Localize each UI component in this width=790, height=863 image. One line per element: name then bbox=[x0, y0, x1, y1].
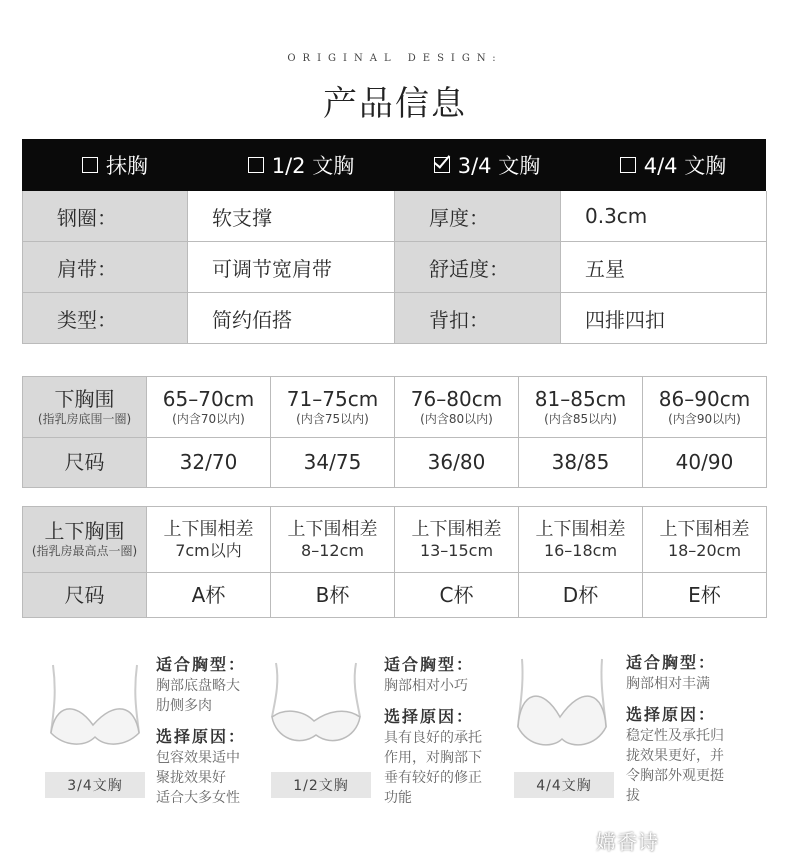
size-value: 38/85 bbox=[551, 450, 610, 474]
bustdiff-line1: 上下围相差 bbox=[287, 518, 378, 540]
underbust-range: 65–70cm bbox=[162, 386, 255, 411]
info-grid bbox=[22, 191, 766, 344]
style-description bbox=[626, 652, 736, 806]
info-value-comfort: 五星 bbox=[561, 242, 767, 293]
size-label: 尺码 bbox=[64, 450, 105, 474]
underbust-note: (内含80以内) bbox=[420, 411, 493, 426]
bustdiff-line1: 上下围相差 bbox=[411, 518, 502, 540]
reason-text: 适合大多女性 bbox=[156, 790, 240, 806]
half-cup-bra-illustration bbox=[266, 655, 366, 755]
underbust-range: 81–85cm bbox=[534, 386, 627, 411]
reason-text: 垂有较好的修正 bbox=[384, 770, 482, 786]
reason-text: 拢效果更好，并 bbox=[626, 748, 724, 764]
three-quarter-bra-illustration bbox=[45, 655, 145, 755]
cup-value: D杯 bbox=[562, 582, 599, 607]
checkbox-icon bbox=[248, 157, 264, 173]
bustdiff-header bbox=[23, 507, 147, 573]
underbust-header bbox=[23, 377, 147, 438]
style-description bbox=[384, 654, 494, 808]
info-key-wire: 钢圈： bbox=[23, 191, 188, 242]
product-info-table bbox=[22, 139, 766, 344]
bustdiff-line2: 16–18cm bbox=[543, 540, 618, 560]
fit-text: 胸部底盘略大 bbox=[156, 678, 240, 694]
cup-value: A杯 bbox=[191, 582, 226, 607]
reason-text: 拔 bbox=[626, 788, 640, 804]
underbust-range-cell bbox=[519, 377, 643, 438]
info-value-type: 简约佰搭 bbox=[188, 293, 395, 344]
size-label-cell bbox=[23, 438, 147, 488]
underbust-range: 76–80cm bbox=[410, 386, 503, 411]
fit-text: 胸部相对丰满 bbox=[626, 676, 710, 692]
cup-cell bbox=[643, 573, 767, 618]
cup-option-full[interactable] bbox=[580, 139, 766, 191]
bustdiff-cell bbox=[519, 507, 643, 573]
underbust-range-cell bbox=[147, 377, 271, 438]
bustdiff-line2: 8–12cm bbox=[301, 540, 364, 560]
cup-cell bbox=[395, 573, 519, 618]
underbust-range-cell bbox=[643, 377, 767, 438]
size-label-cell bbox=[23, 573, 147, 618]
bustdiff-header-label: 上下胸围 bbox=[44, 519, 125, 543]
info-key-strap: 肩带： bbox=[23, 242, 188, 293]
info-key-type: 类型： bbox=[23, 293, 188, 344]
underbust-range-cell bbox=[395, 377, 519, 438]
cup-option-label: 3/4 文胸 bbox=[457, 154, 541, 178]
style-description bbox=[156, 654, 266, 808]
style-label: 1/2文胸 bbox=[271, 772, 371, 798]
fit-title: 适合胸型： bbox=[384, 655, 475, 674]
underbust-note: (内含90以内) bbox=[668, 411, 741, 426]
style-label: 4/4文胸 bbox=[514, 772, 614, 798]
checkbox-checked-icon bbox=[434, 157, 450, 173]
info-key-comfort: 舒适度： bbox=[395, 242, 561, 293]
underbust-note: (内含85以内) bbox=[544, 411, 617, 426]
size-value: 36/80 bbox=[427, 450, 486, 474]
cup-option-strapless[interactable] bbox=[22, 139, 208, 191]
bustdiff-line2: 7cm以内 bbox=[175, 540, 242, 560]
cup-value: C杯 bbox=[439, 582, 474, 607]
page-title: 产品信息 bbox=[323, 84, 467, 124]
cup-value: E杯 bbox=[688, 582, 721, 607]
reason-title: 选择原因： bbox=[384, 707, 475, 726]
underbust-note: (内含75以内) bbox=[296, 411, 369, 426]
style-label: 3/4文胸 bbox=[45, 772, 145, 798]
info-key-thickness: 厚度： bbox=[395, 191, 561, 242]
reason-title: 选择原因： bbox=[156, 727, 247, 746]
cup-cell bbox=[519, 573, 643, 618]
size-label: 尺码 bbox=[64, 582, 105, 607]
bustdiff-cell bbox=[271, 507, 395, 573]
size-cell bbox=[271, 438, 395, 488]
underbust-size-table bbox=[22, 376, 767, 488]
underbust-range-cell bbox=[271, 377, 395, 438]
cup-option-label: 4/4 文胸 bbox=[643, 154, 727, 178]
bustdiff-line1: 上下围相差 bbox=[163, 518, 254, 540]
cup-cell bbox=[147, 573, 271, 618]
cup-option-three-quarter[interactable] bbox=[394, 139, 580, 191]
info-key-back: 背扣： bbox=[395, 293, 561, 344]
bustdiff-line1: 上下围相差 bbox=[659, 518, 750, 540]
info-value-strap: 可调节宽肩带 bbox=[188, 242, 395, 293]
fit-text: 肋侧多肉 bbox=[156, 698, 212, 714]
bustdiff-line2: 18–20cm bbox=[667, 540, 742, 560]
cup-size-table bbox=[22, 506, 767, 618]
bustdiff-header-note: (指乳房最高点一圈) bbox=[31, 544, 138, 558]
full-cup-bra-illustration bbox=[512, 655, 612, 755]
reason-text: 功能 bbox=[384, 790, 412, 806]
fit-title: 适合胸型： bbox=[156, 655, 247, 674]
cup-type-options bbox=[22, 139, 766, 191]
reason-text: 具有良好的承托 bbox=[384, 730, 482, 746]
bustdiff-cell bbox=[395, 507, 519, 573]
brand-watermark: 嫦香诗 bbox=[596, 830, 659, 854]
checkbox-icon bbox=[82, 157, 98, 173]
underbust-range: 71–75cm bbox=[286, 386, 379, 411]
underbust-note: (内含70以内) bbox=[172, 411, 245, 426]
reason-text: 作用，对胸部下 bbox=[384, 750, 482, 766]
cup-option-half[interactable] bbox=[208, 139, 394, 191]
bustdiff-cell bbox=[643, 507, 767, 573]
section-subtitle: ORIGINAL DESIGN: bbox=[287, 53, 503, 64]
size-value: 32/70 bbox=[179, 450, 238, 474]
reason-text: 令胸部外观更挺 bbox=[626, 768, 724, 784]
cup-cell bbox=[271, 573, 395, 618]
bustdiff-cell bbox=[147, 507, 271, 573]
size-cell bbox=[519, 438, 643, 488]
cup-option-label: 抹胸 bbox=[106, 154, 148, 178]
info-value-thickness: 0.3cm bbox=[561, 191, 767, 242]
fit-title: 适合胸型： bbox=[626, 653, 717, 672]
checkbox-icon bbox=[620, 157, 636, 173]
reason-title: 选择原因： bbox=[626, 705, 717, 724]
reason-text: 包容效果适中 bbox=[156, 750, 240, 766]
bustdiff-line1: 上下围相差 bbox=[535, 518, 626, 540]
fit-text: 胸部相对小巧 bbox=[384, 678, 468, 694]
underbust-range: 86–90cm bbox=[658, 386, 751, 411]
size-cell bbox=[643, 438, 767, 488]
reason-text: 稳定性及承托归 bbox=[626, 728, 724, 744]
bustdiff-line2: 13–15cm bbox=[419, 540, 494, 560]
size-cell bbox=[147, 438, 271, 488]
reason-text: 聚拢效果好 bbox=[156, 770, 226, 786]
underbust-header-label: 下胸围 bbox=[54, 386, 115, 411]
cup-option-label: 1/2 文胸 bbox=[271, 154, 355, 178]
size-cell bbox=[395, 438, 519, 488]
size-value: 40/90 bbox=[675, 450, 734, 474]
cup-value: B杯 bbox=[315, 582, 350, 607]
info-value-wire: 软支撑 bbox=[188, 191, 395, 242]
info-value-back: 四排四扣 bbox=[561, 293, 767, 344]
underbust-header-note: (指乳房底围一圈) bbox=[37, 411, 132, 426]
size-value: 34/75 bbox=[303, 450, 362, 474]
